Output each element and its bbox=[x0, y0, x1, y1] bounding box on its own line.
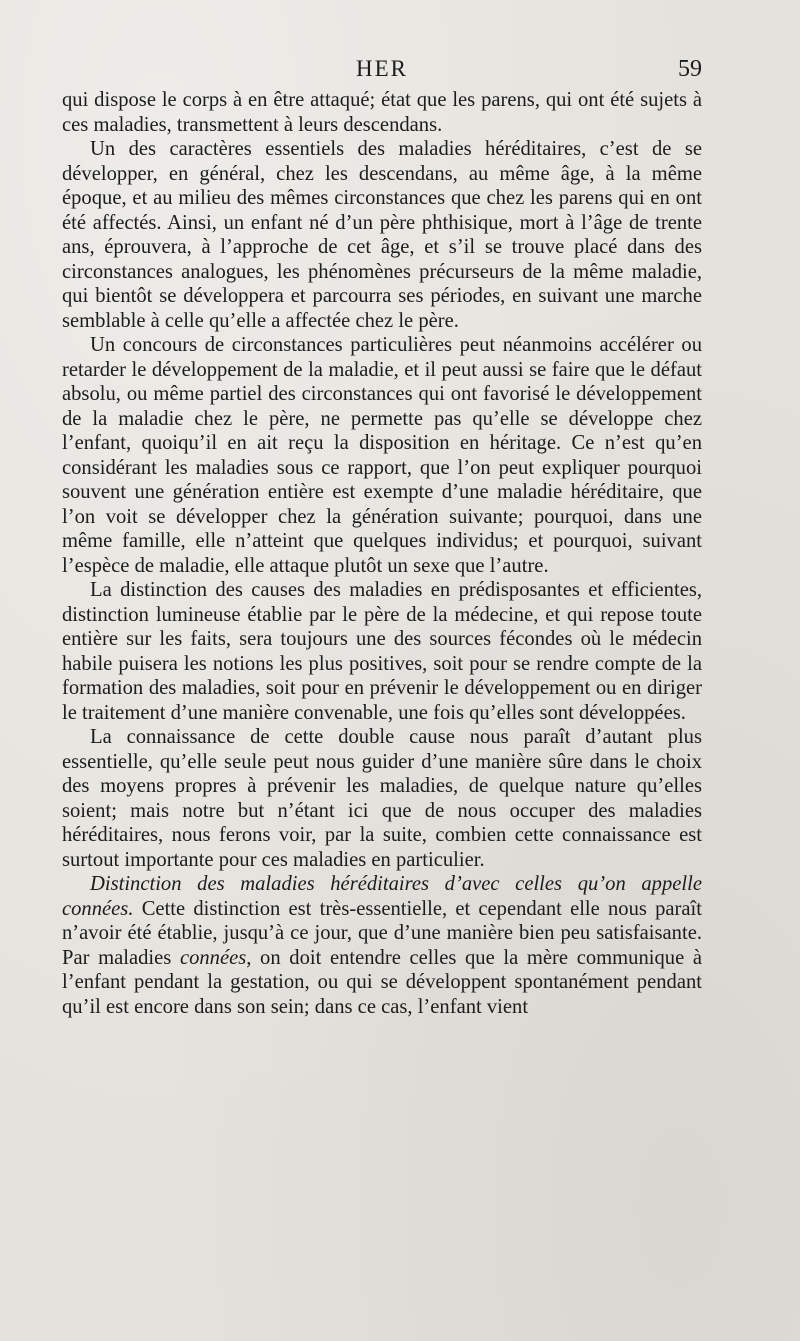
running-head: HER bbox=[356, 56, 408, 81]
section-italic-heading: Distinction des maladies héréditaires d’avec celles qu’on appelle connées. bbox=[62, 873, 702, 920]
paragraph-text-before-term: Cette distinction est très-essentielle, et cependant elle nous paraît n’avoir été établie, jusqu’à ce jour, que d’une manière bien peu satisfaisante. Par maladies bbox=[62, 897, 702, 969]
page-number: 59 bbox=[678, 56, 702, 82]
paragraph-hereditary-characters: Un des caractères essentiels des maladies héréditaires, c’est de se développer, en général, chez les descendans, au même âge, à la même époque, et au milieu des mêmes circonstances que chez les parens qui en ont été affectés. Ainsi, un enfant né d’un père phthisique, mort à l’âge de trente ans, éprouvera, à l’approche de cet âge, et s’il se trouve placé dans des circonstances analogues, les phénomènes précurseurs de la même maladie, qui bientôt se développera et parcourra ses périodes, en suivant une marche semblable à celle qu’elle a affectée chez le père. bbox=[62, 138, 702, 332]
italic-term: connées bbox=[179, 946, 247, 969]
paragraph-connate-distinction bbox=[62, 872, 702, 1019]
page-header bbox=[62, 56, 702, 90]
body-text bbox=[62, 88, 702, 1019]
paragraph-concurrence-of-circumstances: Un concours de circonstances particulières peut néanmoins accélérer ou retarder le développement de la maladie, et il peut aussi se faire que le défaut absolu, ou même partiel des circonstances qui ont favorisé le développement de la maladie chez le père, ne permette pas qu’elle se développe chez l’enfant, quoiqu’il en ait reçu la disposition en héritage. Ce n’est qu’en considérant les maladies sous ce rapport, que l’on peut expliquer pourquoi souvent une génération entière est exempte d’une maladie héréditaire, que l’on voit se développer chez la génération suivante; pourquoi, dans une même famille, elle n’atteint que quelques individus; et pourquoi, suivant l’espèce de maladie, elle attaque plutôt un sexe que l’autre. bbox=[62, 334, 702, 577]
paragraph-distinction-of-causes: La distinction des causes des maladies en prédisposantes et efficientes, distinction lumineuse établie par le père de la médecine, et qui repose toute entière sur les faits, sera toujours une des sources fécondes où le médecin habile puisera les notions les plus positives, soit pour se rendre compte de la formation des maladies, soit pour en prévenir le développement ou en diriger le traitement d’une manière convenable, une fois qu’elles sont développées. bbox=[62, 579, 702, 724]
paragraph-double-cause: La connaissance de cette double cause nous paraît d’autant plus essentielle, qu’elle seule peut nous guider d’une manière sûre dans le choix des moyens propres à prévenir les maladies, de quelque nature qu’elles soient; mais notre but n’étant ici que de nous occuper des maladies héréditaires, nous ferons voir, par la suite, combien cette connaissance est surtout importante pour ces maladies en particulier. bbox=[62, 726, 702, 871]
paragraph-continuation: qui dispose le corps à en être attaqué; état que les parens, qui ont été sujets à ces maladies, transmettent à leurs descendans. bbox=[62, 89, 702, 136]
paragraph-text-after-term: , on doit entendre celles que la mère communique à l’enfant pendant la gestation, ou qui se développent spontanément pendant qu’il est encore dans son sein; dans ce cas, l’enfant vient bbox=[62, 946, 702, 1018]
